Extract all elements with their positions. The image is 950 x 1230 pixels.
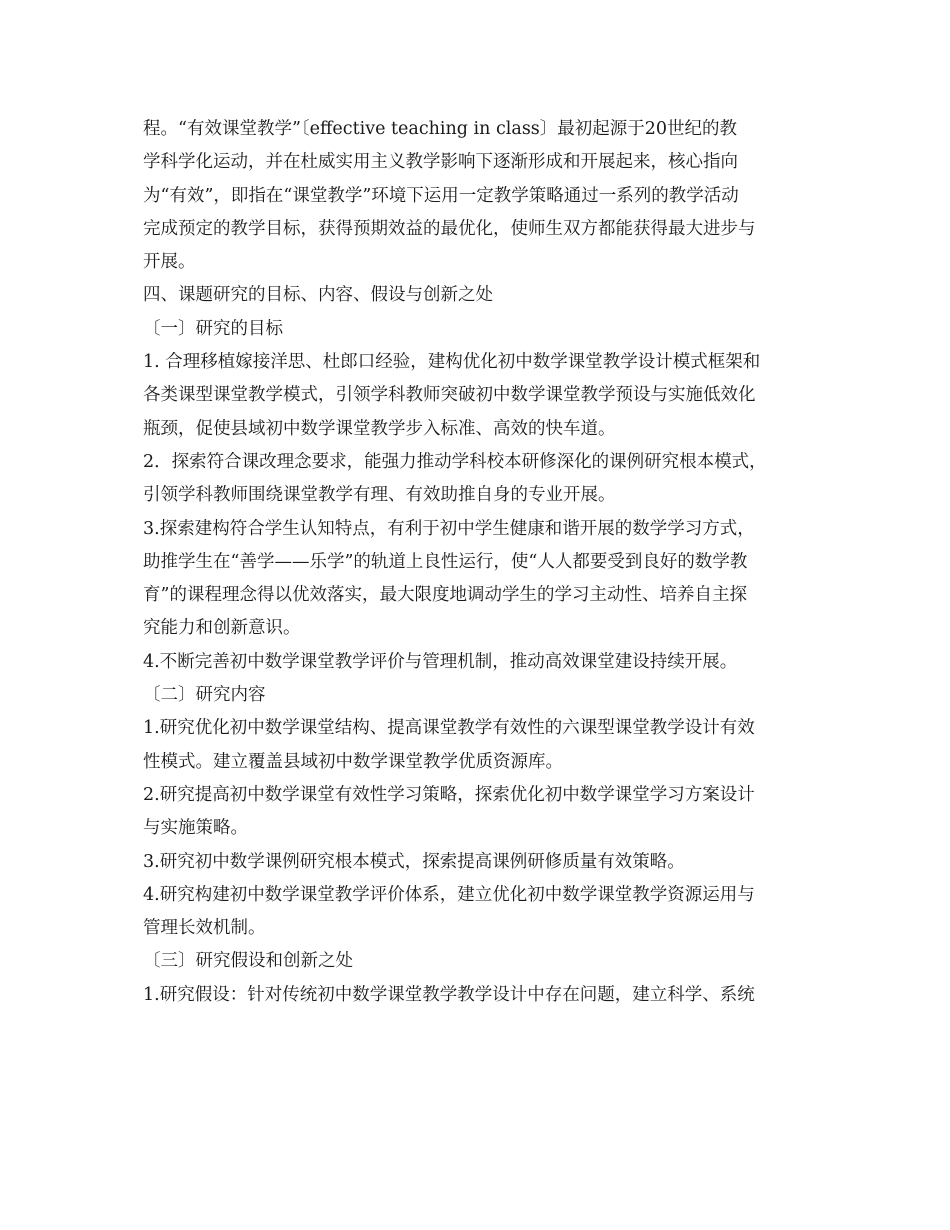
text-line: 助推学生在“善学——乐学”的轨道上良性运行，使“人人都要受到良好的数学教 [143,551,748,572]
text-line: 开展。 [143,252,196,273]
text-line: 完成预定的教学目标，获得预期效益的最优化，使师生双方都能获得最大进步与 [143,218,756,239]
text-line: 程。“有效课堂教学”〔effective teaching in class〕最初起源于20世纪的教 [143,119,738,139]
text-line: 3.研究初中数学课例研究根本模式，探索提高课例研修质量有效策略。 [143,851,685,872]
subsection-heading: 〔二〕研究内容 [143,685,266,706]
text-line: 2.研究提高初中数学课堂有效性学习策略，探索优化初中数学课堂学习方案设计 [143,784,755,805]
text-line: 学科学化运动，并在杜威实用主义教学影响下逐渐形成和开展起来，核心指向 [143,152,738,173]
text-line: 3.探索建构符合学生认知特点，有利于初中学生健康和谐开展的数学学习方式， [143,518,755,539]
text-line: 各类课型课堂教学模式，引领学科教师突破初中数学课堂教学预设与实施低效化 [143,385,756,406]
section-heading: 四、课题研究的目标、内容、假设与创新之处 [143,285,493,306]
text-line: 育”的课程理念得以优效落实，最大限度地调动学生的学习主动性、培养自主探 [143,585,747,606]
text-line: 4.研究构建初中数学课堂教学评价体系，建立优化初中数学课堂教学资源运用与 [143,884,755,905]
text-line: 1.研究优化初中数学课堂结构、提高课堂教学有效性的六课型课堂教学设计有效 [143,718,755,739]
text-line: 1. 合理移植嫁接洋思、杜郎口经验，建构优化初中数学课堂教学设计模式框架和 [143,352,761,373]
text-line: 为“有效”，即指在“课堂教学”环境下运用一定教学策略通过一系列的教学活动 [143,185,739,206]
subsection-heading: 〔一〕研究的目标 [143,318,283,339]
text-line: 性模式。建立覆盖县域初中数学课堂教学优质资源库。 [143,751,563,772]
text-line: 瓶颈，促使县域初中数学课堂教学步入标准、高效的快车道。 [143,418,616,439]
text-line: 究能力和创新意识。 [143,618,301,639]
text-line: 2．探索符合课改理念要求，能强力推动学科校本研修深化的课例研究根本模式， [143,451,767,472]
text-line: 引领学科教师围绕课堂教学有理、有效助推自身的专业开展。 [143,485,616,506]
document-body [143,113,811,1012]
subsection-heading: 〔三〕研究假设和创新之处 [143,951,353,972]
text-line: 4.不断完善初中数学课堂教学评价与管理机制，推动高效课堂建设持续开展。 [143,651,738,672]
text-line: 1.研究假设：针对传统初中数学课堂教学教学设计中存在问题，建立科学、系统 [143,984,755,1005]
text-line: 与实施策略。 [143,818,248,839]
text-line: 管理长效机制。 [143,918,266,939]
